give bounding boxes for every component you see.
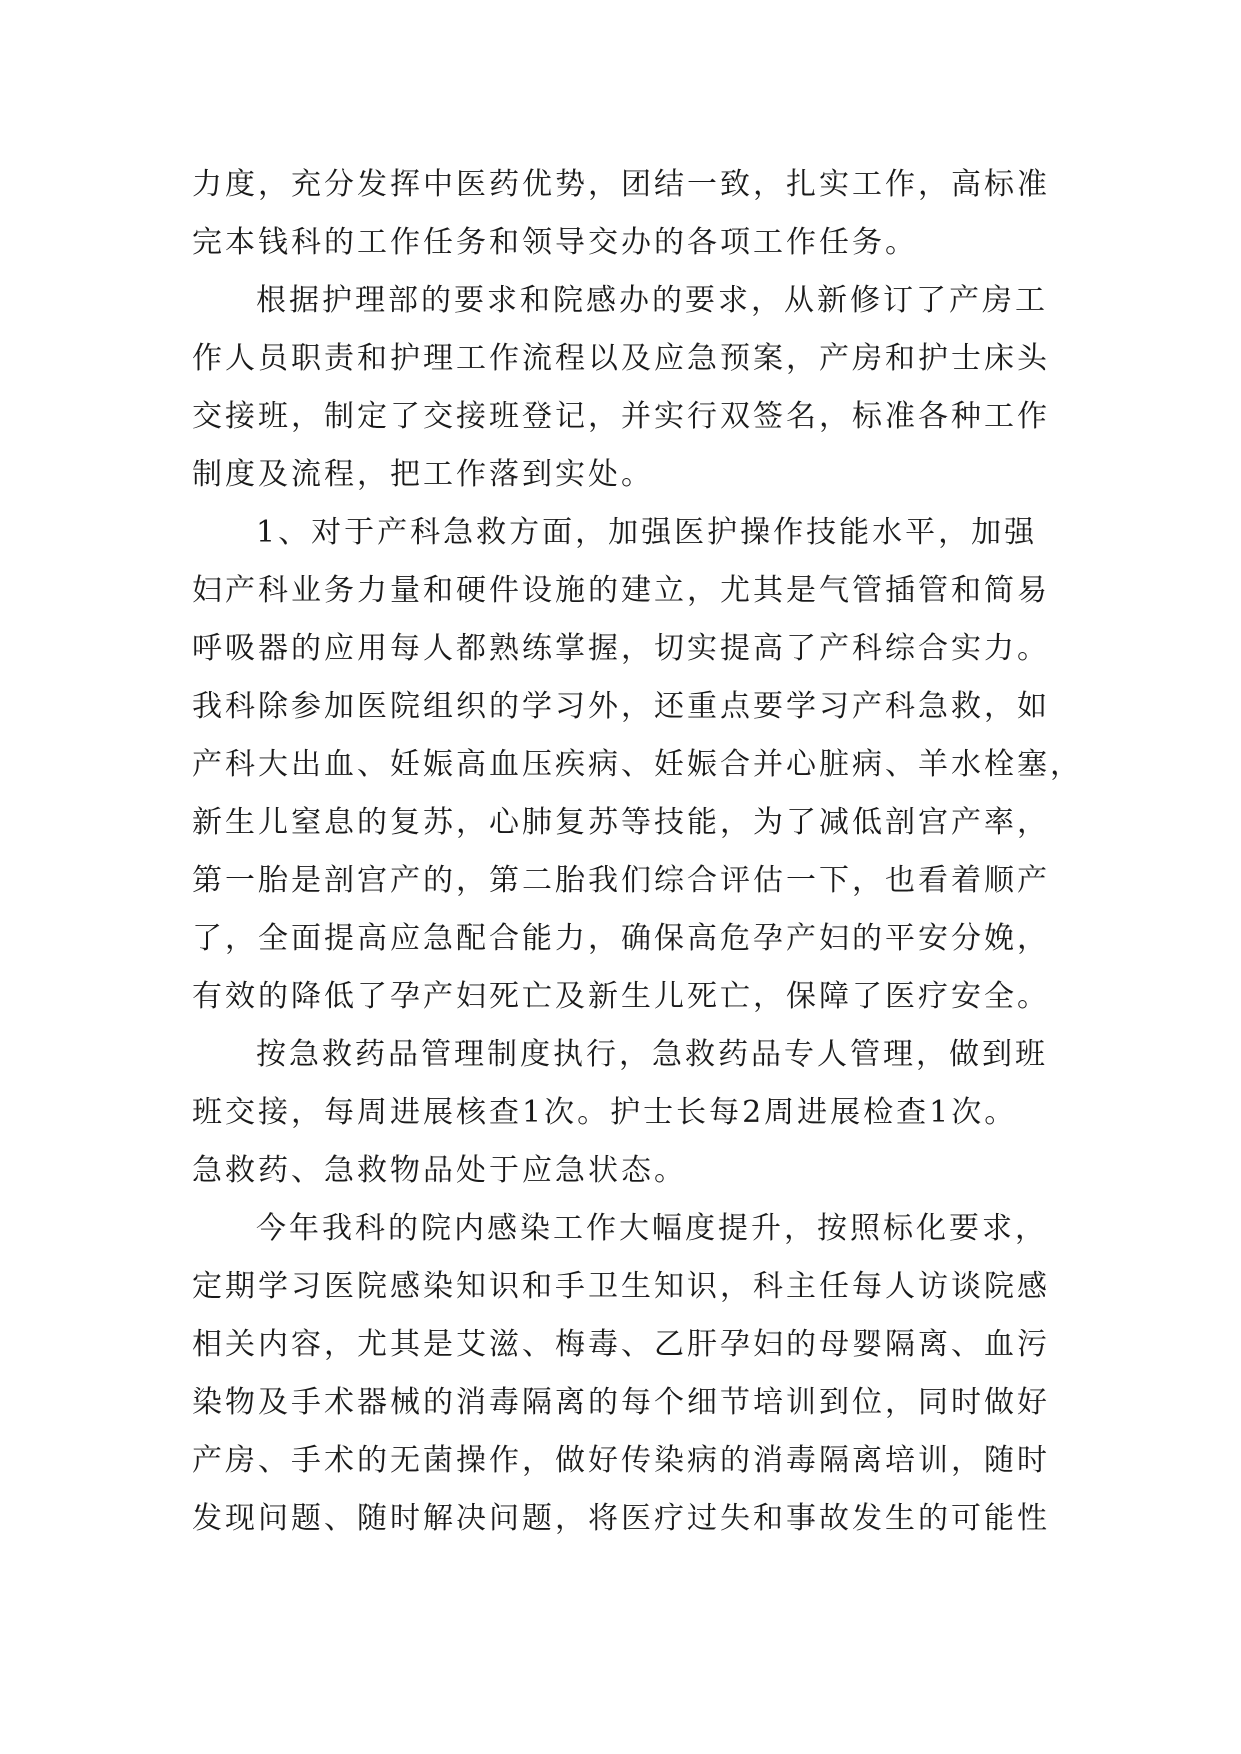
text-line: 产科大出血、妊娠高血压疾病、妊娠合并心脏病、羊水栓塞， (192, 747, 1083, 782)
text-line: 我科除参加医院组织的学习外，还重点要学习产科急救，如 (192, 689, 1050, 724)
text-line: 新生儿窒息的复苏，心肺复苏等技能，为了减低剖宫产率， (192, 805, 1050, 840)
text-line: 第一胎是剖宫产的，第二胎我们综合评估一下，也看着顺产 (192, 863, 1050, 898)
text-line: 交接班，制定了交接班登记，并实行双签名，标准各种工作 (192, 399, 1050, 434)
document-body (192, 156, 1083, 1548)
text-line: 发现问题、随时解决问题，将医疗过失和事故发生的可能性 (192, 1501, 1050, 1536)
text-line: 妇产科业务力量和硬件设施的建立，尤其是气管插管和简易 (192, 573, 1050, 608)
text-line: 制度及流程，把工作落到实处。 (192, 457, 654, 492)
text-line: 班交接，每周进展核查1次。护士长每2周进展检查1次。 (192, 1095, 1018, 1130)
text-line: 染物及手术器械的消毒隔离的每个细节培训到位，同时做好 (192, 1385, 1050, 1420)
text-line: 了，全面提高应急配合能力，确保高危孕产妇的平安分娩， (192, 921, 1050, 956)
paragraph-start-line: 今年我科的院内感染工作大幅度提升，按照标化要求， (256, 1211, 1048, 1246)
text-line: 产房、手术的无菌操作，做好传染病的消毒隔离培训，随时 (192, 1443, 1050, 1478)
text-line: 力度，充分发挥中医药优势，团结一致，扎实工作，高标准 (192, 167, 1050, 202)
text-line: 作人员职责和护理工作流程以及应急预案，产房和护士床头 (192, 341, 1050, 376)
paragraph-start-line: 1、对于产科急救方面，加强医护操作技能水平，加强 (256, 515, 1038, 550)
paragraph-start-line: 根据护理部的要求和院感办的要求，从新修订了产房工 (256, 283, 1048, 318)
text-line: 完本钱科的工作任务和领导交办的各项工作任务。 (192, 225, 918, 260)
text-line: 有效的降低了孕产妇死亡及新生儿死亡，保障了医疗安全。 (192, 979, 1050, 1014)
text-line: 定期学习医院感染知识和手卫生知识，科主任每人访谈院感 (192, 1269, 1050, 1304)
text-line: 呼吸器的应用每人都熟练掌握，切实提高了产科综合实力。 (192, 631, 1050, 666)
text-line: 急救药、急救物品处于应急状态。 (192, 1153, 687, 1188)
text-line: 相关内容，尤其是艾滋、梅毒、乙肝孕妇的母婴隔离、血污 (192, 1327, 1050, 1362)
paragraph-start-line: 按急救药品管理制度执行，急救药品专人管理，做到班 (256, 1037, 1048, 1072)
